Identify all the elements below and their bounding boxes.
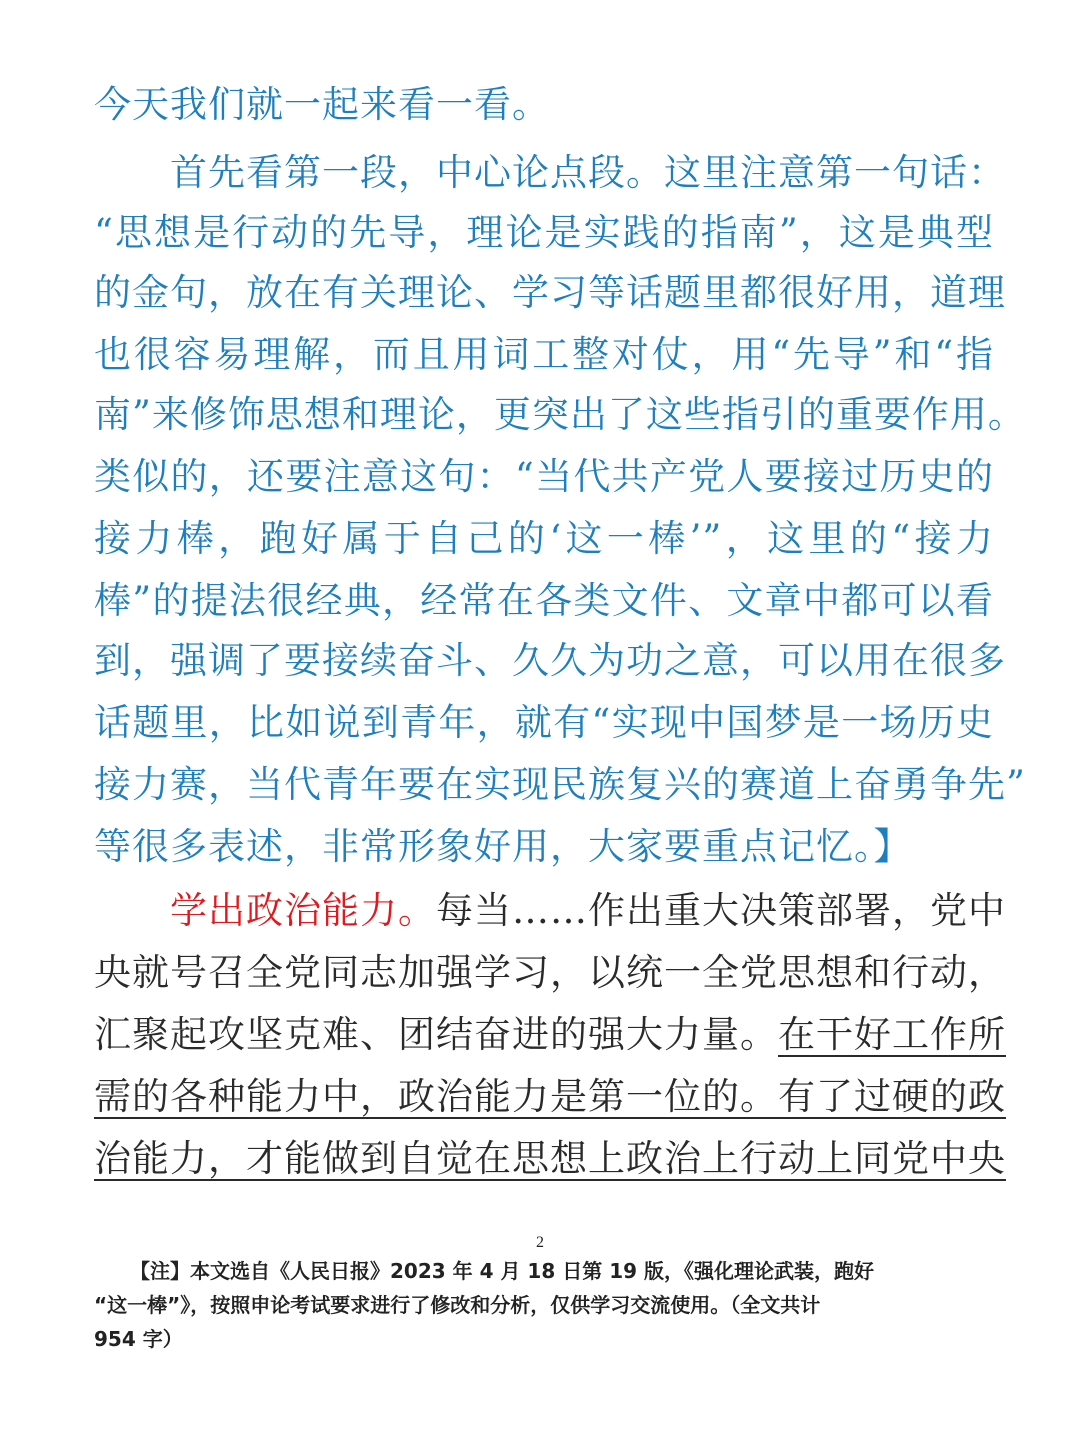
body-paragraph-line-3	[94, 1010, 1006, 1060]
analysis-line-10: 到，强调了要接续奋斗、久久为功之意，可以用在很多	[94, 639, 1006, 682]
body-paragraph-line-1	[170, 886, 1006, 936]
analysis-line-3: “思想是行动的先导，理论是实践的指南”，这是典型	[94, 211, 994, 254]
body-text: 汇聚起攻坚克难、团结奋进的强大力量。	[94, 1013, 778, 1056]
body-text: 每当……作出重大决策部署，党中	[436, 889, 1006, 932]
footnote-line-1: 【注】本文选自《人民日报》2023 年 4 月 18 日第 19 版，《强化理论武装，跑好	[130, 1259, 874, 1283]
analysis-line-8: 接力棒，跑好属于自己的‘这一棒’”，这里的“接力	[94, 517, 994, 560]
analysis-line-1: 今天我们就一起来看一看。	[94, 83, 550, 126]
page-number: 2	[536, 1234, 544, 1251]
analysis-line-7: 类似的，还要注意这句：“当代共产党人要接过历史的	[94, 455, 994, 498]
analysis-line-11: 话题里，比如说到青年，就有“实现中国梦是一场历史	[94, 701, 994, 744]
analysis-line-2: 首先看第一段，中心论点段。这里注意第一句话：	[170, 151, 1006, 194]
analysis-line-6: 南”来修饰思想和理论，更突出了这些指引的重要作用。	[94, 393, 1026, 436]
body-paragraph-line-4: 需的各种能力中，政治能力是第一位的。有了过硬的政	[94, 1075, 1006, 1118]
body-paragraph-line-5: 治能力，才能做到自觉在思想上政治上行动上同党中央	[94, 1137, 1006, 1180]
footnote-line-2: “这一棒”》，按照申论考试要求进行了修改和分析，仅供学习交流使用。（全文共计	[94, 1293, 821, 1317]
analysis-line-5: 也很容易理解，而且用词工整对仗，用“先导”和“指	[94, 333, 994, 376]
section-heading: 学出政治能力。	[170, 889, 436, 932]
analysis-line-13: 等很多表述，非常形象好用，大家要重点记忆。】	[94, 825, 912, 868]
analysis-line-4: 的金句，放在有关理论、学习等话题里都很好用，道理	[94, 271, 1006, 314]
footnote-line-3: 954 字）	[94, 1327, 183, 1351]
body-paragraph-line-2: 央就号召全党同志加强学习，以统一全党思想和行动，	[94, 951, 1006, 994]
analysis-line-9: 棒”的提法很经典，经常在各类文件、文章中都可以看	[94, 579, 994, 622]
analysis-line-12: 接力赛，当代青年要在实现民族复兴的赛道上奋勇争先”	[94, 763, 1026, 806]
underlined-text: 在干好工作所	[778, 1013, 1006, 1056]
